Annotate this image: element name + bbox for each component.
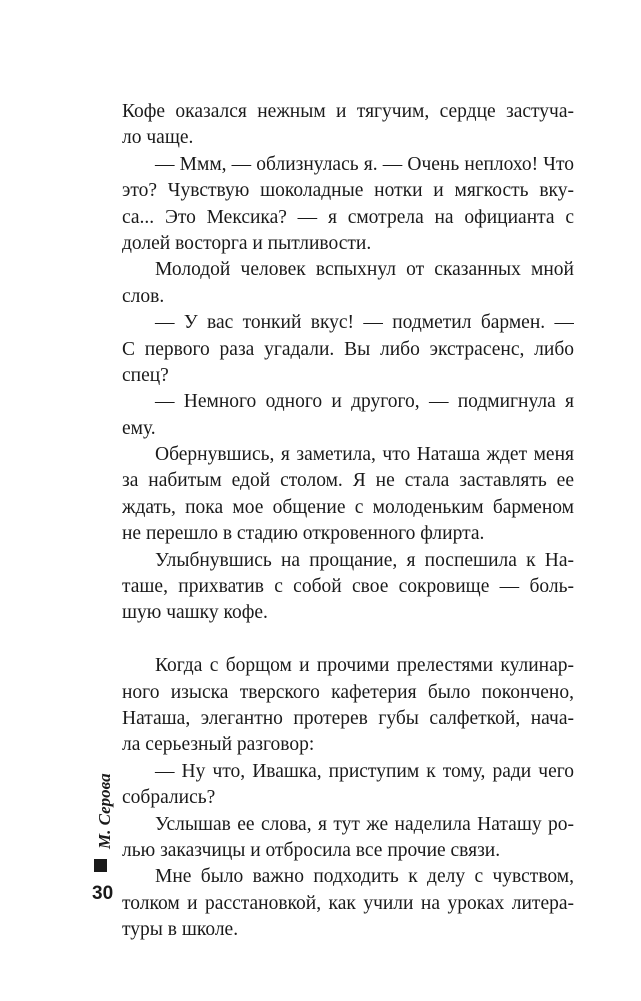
text-line: лью заказчицы и отбросила все прочие связи. [122, 839, 501, 861]
text-line: Улыбнувшись на прощание, я поспешила к На- [155, 549, 574, 571]
text-line: Когда с борщом и прочими прелестями кулинар- [155, 655, 574, 677]
text-line: ждать, пока мое общение с молоденьким барменом [122, 496, 574, 518]
page-body-text [122, 99, 574, 944]
marker-square-icon [94, 859, 107, 872]
page-number: 30 [92, 883, 114, 904]
text-line: — Немного одного и другого, — подмигнула я [155, 391, 574, 413]
text-line: С первого раза угадали. Вы либо экстрасенс, либо [122, 338, 574, 360]
text-line: не перешло в стадию откровенного флирта. [122, 523, 485, 545]
text-line: слов. [122, 285, 165, 307]
section-break [122, 627, 574, 653]
text-line: — Ну что, Ивашка, приступим к тому, ради чего [155, 760, 574, 782]
text-line: ного изыска тверского кафетерия было покончено, [122, 681, 574, 703]
text-line: ла серьезный разговор: [122, 734, 315, 756]
text-line: ему. [122, 417, 156, 439]
text-line: за набитым едой столом. Я не стала заставлять ее [122, 470, 574, 492]
text-line: Молодой человек вспыхнул от сказанных мной [155, 259, 574, 281]
text-line: Обернувшись, я заметила, что Наташа ждет меня [155, 444, 574, 466]
text-line: — Ммм, — облизнулась я. — Очень неплохо! Что [155, 153, 574, 175]
text-line: — У вас тонкий вкус! — подметил бармен. — [155, 312, 574, 334]
text-line: са... Это Мексика? — я смотрела на официанта с [122, 206, 574, 228]
text-line: Мне было важно подходить к делу с чувством, [155, 866, 574, 888]
text-line: толком и расстановкой, как учили на уроках литера- [122, 892, 574, 914]
text-line: таше, прихватив с собой свое сокровище — боль- [122, 576, 574, 598]
text-line: собрались? [122, 787, 216, 809]
text-line: это? Чувствую шоколадные нотки и мягкость вку- [122, 180, 574, 202]
text-line: туры в школе. [122, 919, 239, 941]
text-line: Услышав ее слова, я тут же наделила Наташу ро- [155, 813, 574, 835]
text-line: Наташа, элегантно протерев губы салфеткой, нача- [122, 707, 574, 729]
text-line: ло чаще. [122, 127, 194, 149]
text-line: шую чашку кофе. [122, 602, 268, 624]
text-line: Кофе оказался нежным и тягучим, сердце застуча- [122, 101, 574, 122]
text-line: долей восторга и пытливости. [122, 232, 372, 254]
text-line: спец? [122, 364, 169, 386]
running-author-name: М. Серова [95, 773, 114, 849]
